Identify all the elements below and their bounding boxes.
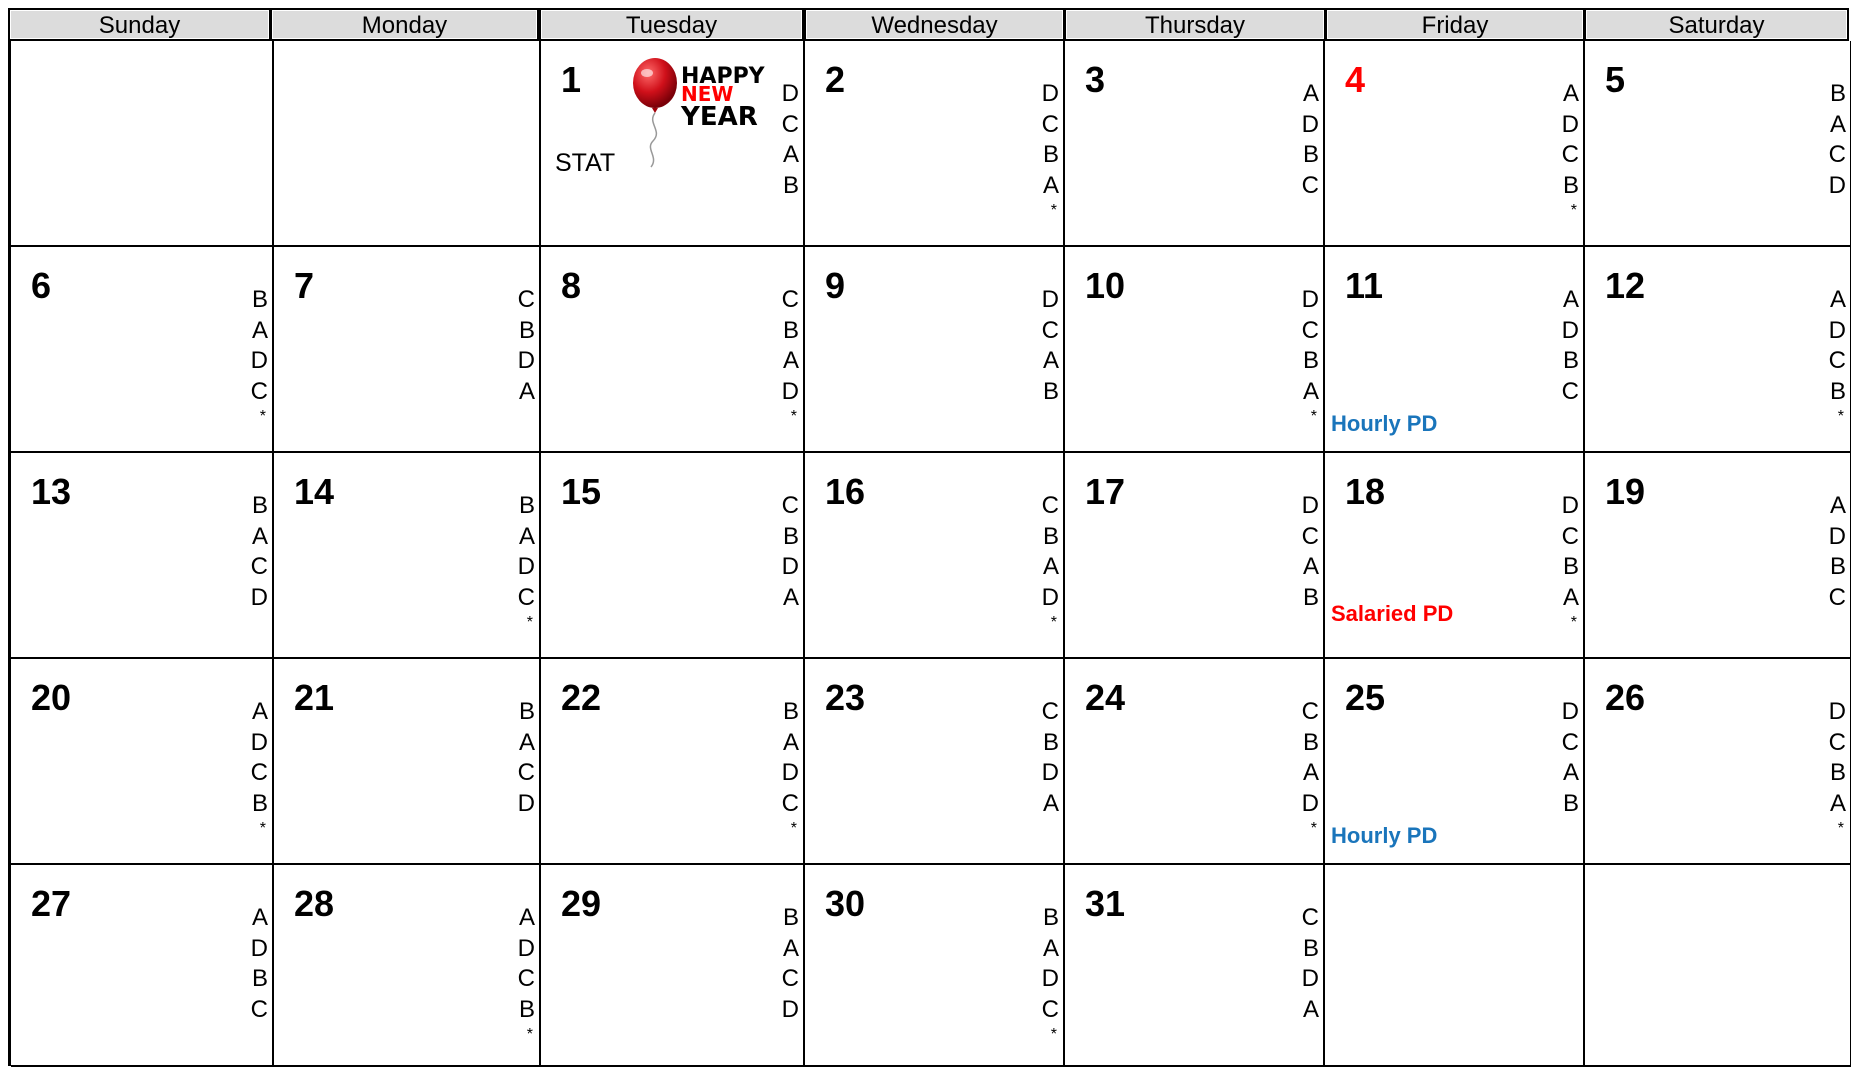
shift-code: C [250,759,268,786]
shift-code: C [250,377,268,405]
shift-rotation-codes [777,285,799,407]
day-number: 11 [1345,265,1384,306]
stat-holiday-label: STAT [555,149,616,177]
shift-code: D [781,80,799,107]
asterisk-marker-icon: * [1310,408,1317,425]
day-cell-15[interactable] [541,453,805,659]
shift-code: A [1302,553,1319,580]
shift-code: B [1302,141,1319,168]
day-cell-4[interactable] [1325,41,1585,247]
shift-code: A [1829,110,1846,138]
asterisk-marker-icon: * [526,1026,533,1043]
day-number: 2 [825,59,846,100]
shift-code: C [1561,728,1579,756]
shift-code: A [518,728,535,756]
asterisk-marker-icon: * [259,408,266,425]
day-cell-31[interactable] [1065,865,1325,1067]
shift-code: A [1562,80,1579,107]
shift-rotation-codes [513,491,535,613]
shift-code: B [518,492,535,519]
balloon-text: HAPPY [681,64,765,89]
shift-code: D [517,347,535,374]
shift-code: D [1828,522,1846,550]
hourly-pd-note: Hourly PD [1331,411,1438,436]
weekday-header-thursday: Thursday [1064,8,1326,41]
shift-rotation-codes [246,903,268,1025]
shift-code: A [1829,286,1846,313]
shift-rotation-codes [1824,697,1846,819]
day-number: 1 [561,59,582,100]
shift-code: C [1041,698,1059,725]
shift-code: C [781,286,799,313]
day-number: 29 [561,883,602,924]
shift-code: A [1302,995,1319,1023]
shift-code: A [782,347,799,374]
weekday-header-sunday: Sunday [8,8,271,41]
day-number: 26 [1605,677,1646,718]
day-number: 3 [1085,59,1106,100]
shift-code: A [1042,553,1059,580]
shift-code: D [250,583,268,611]
shift-rotation-codes [1037,491,1059,613]
day-cell-28[interactable] [274,865,541,1067]
shift-rotation-codes [1297,79,1319,201]
shift-code: A [1042,789,1059,817]
day-cell-2[interactable] [805,41,1065,247]
shift-code: A [518,904,535,931]
day-cell-27[interactable] [11,865,274,1067]
shift-code: C [781,965,799,992]
day-cell-empty [11,41,274,247]
shift-code: D [1301,492,1319,519]
day-cell-22[interactable] [541,659,805,865]
day-number: 19 [1605,471,1646,512]
shift-rotation-codes [1297,697,1319,819]
day-cell-26[interactable] [1585,659,1851,865]
day-cell-empty [1585,865,1851,1067]
shift-code: B [782,698,799,725]
shift-code: A [1562,583,1579,611]
shift-code: D [1301,789,1319,817]
shift-code: C [1041,492,1059,519]
shift-rotation-codes [1557,491,1579,613]
shift-code: D [1828,698,1846,725]
day-number: 22 [561,677,602,718]
shift-code: C [1301,698,1319,725]
weekday-header-tuesday: Tuesday [539,8,804,41]
shift-rotation-codes [1824,491,1846,613]
shift-code: C [517,286,535,313]
day-cell-24[interactable] [1065,659,1325,865]
shift-code: A [1302,377,1319,405]
day-number: 13 [31,471,72,512]
shift-code: C [1301,904,1319,931]
day-cell-12[interactable] [1585,247,1851,453]
shift-rotation-codes [1557,697,1579,819]
day-number: 8 [561,265,582,306]
asterisk-marker-icon: * [1837,820,1844,837]
asterisk-marker-icon: * [526,614,533,631]
shift-code: D [517,789,535,817]
shift-code: B [1042,728,1059,756]
shift-rotation-codes [1297,491,1319,613]
shift-rotation-codes [513,903,535,1025]
shift-code: B [251,492,268,519]
calendar-grid [8,41,1849,1066]
balloon-text: NEW [681,82,734,106]
shift-code: C [1301,316,1319,344]
shift-rotation-codes [1557,79,1579,201]
shift-code: D [250,347,268,374]
shift-rotation-codes [246,697,268,819]
shift-code: C [1301,171,1319,199]
shift-code: D [781,553,799,580]
day-number: 15 [561,471,602,512]
shift-code: C [781,110,799,138]
shift-code: B [518,698,535,725]
weekday-header-wednesday: Wednesday [804,8,1065,41]
shift-code: D [1041,759,1059,786]
shift-code: B [782,904,799,931]
shift-code: D [781,759,799,786]
asterisk-marker-icon: * [1050,202,1057,219]
asterisk-marker-icon: * [1050,1026,1057,1043]
day-number: 21 [294,677,335,718]
shift-code: A [1042,171,1059,199]
shift-code: D [1041,583,1059,611]
shift-code: B [1829,377,1846,405]
day-cell-18[interactable] [1325,453,1585,659]
weekday-header-saturday: Saturday [1584,8,1849,41]
shift-code: C [1828,141,1846,168]
shift-code: C [1828,583,1846,611]
shift-code: B [1042,522,1059,550]
shift-code: D [1561,110,1579,138]
shift-code: B [1042,904,1059,931]
shift-code: C [1041,995,1059,1023]
shift-code: B [1302,347,1319,374]
weekday-header-monday: Monday [270,8,539,41]
day-number: 4 [1345,59,1366,100]
shift-code: C [517,759,535,786]
shift-rotation-codes [1557,285,1579,407]
day-cell-9[interactable] [805,247,1065,453]
shift-code: C [250,995,268,1023]
shift-code: C [1828,728,1846,756]
shift-code: A [251,316,268,344]
day-cell-25[interactable] [1325,659,1585,865]
weekday-header-friday: Friday [1325,8,1585,41]
day-number: 16 [825,471,866,512]
shift-code: D [250,728,268,756]
salaried-pd-note: Salaried PD [1331,601,1454,626]
day-number: 24 [1085,677,1126,718]
shift-code: D [1301,965,1319,992]
day-cell-14[interactable] [274,453,541,659]
day-number: 23 [825,677,866,718]
shift-rotation-codes [1037,903,1059,1025]
day-number: 30 [825,883,866,924]
shift-rotation-codes [777,79,799,201]
day-cell-5[interactable] [1585,41,1851,247]
shift-rotation-codes [777,697,799,819]
shift-code: C [1041,110,1059,138]
asterisk-marker-icon: * [790,408,797,425]
day-cell-7[interactable] [274,247,541,453]
shift-code: A [1829,492,1846,519]
shift-code: C [1041,316,1059,344]
shift-code: C [517,965,535,992]
shift-code: D [517,934,535,962]
asterisk-marker-icon: * [1837,408,1844,425]
shift-rotation-codes [513,697,535,819]
shift-code: A [782,728,799,756]
shift-code: C [781,492,799,519]
shift-rotation-codes [1297,903,1319,1025]
shift-rotation-codes [246,285,268,407]
day-number: 20 [31,677,72,718]
asterisk-marker-icon: * [1570,202,1577,219]
shift-code: B [1042,377,1059,405]
shift-code: A [1302,759,1319,786]
shift-code: B [1829,553,1846,580]
day-number: 27 [31,883,72,924]
asterisk-marker-icon: * [1050,614,1057,631]
day-number: 6 [31,265,52,306]
shift-code: A [1042,347,1059,374]
shift-rotation-codes [777,491,799,613]
shift-rotation-codes [1037,79,1059,201]
shift-code: B [1562,347,1579,374]
shift-code: A [518,522,535,550]
shift-code: B [1302,728,1319,756]
day-cell-29[interactable] [541,865,805,1067]
day-number: 31 [1085,883,1126,924]
shift-code: A [1042,934,1059,962]
day-cell-20[interactable] [11,659,274,865]
shift-rotation-codes [777,903,799,1025]
asterisk-marker-icon: * [790,820,797,837]
shift-code: D [1301,110,1319,138]
day-number: 10 [1085,265,1126,306]
day-number: 17 [1085,471,1126,512]
day-number: 7 [294,265,315,306]
shift-code: D [250,934,268,962]
shift-code: B [251,965,268,992]
shift-code: B [1562,789,1579,817]
asterisk-marker-icon: * [1310,820,1317,837]
day-cell-16[interactable] [805,453,1065,659]
happy-new-year-balloon-image [629,55,779,175]
day-cell-10[interactable] [1065,247,1325,453]
shift-code: B [1829,80,1846,107]
day-cell-11[interactable] [1325,247,1585,453]
shift-code: B [1562,553,1579,580]
day-cell-8[interactable] [541,247,805,453]
shift-rotation-codes [1824,285,1846,407]
shift-code: B [1302,583,1319,611]
shift-code: B [782,171,799,199]
day-number: 18 [1345,471,1386,512]
shift-code: D [1561,492,1579,519]
shift-code: C [1828,347,1846,374]
shift-code: A [251,904,268,931]
shift-code: B [251,789,268,817]
shift-code: A [782,141,799,168]
day-cell-6[interactable] [11,247,274,453]
day-cell-1[interactable] [541,41,805,247]
shift-code: A [518,377,535,405]
shift-code: D [781,995,799,1023]
shift-code: B [1302,934,1319,962]
shift-code: D [1301,286,1319,313]
shift-code: A [1302,80,1319,107]
shift-code: A [251,522,268,550]
shift-code: A [1562,286,1579,313]
asterisk-marker-icon: * [1570,614,1577,631]
shift-code: D [781,377,799,405]
shift-code: C [1561,522,1579,550]
balloon-text: YEAR [681,102,758,132]
shift-code: A [782,934,799,962]
day-number: 25 [1345,677,1386,718]
shift-code: B [251,286,268,313]
shift-rotation-codes [1037,285,1059,407]
shift-rotation-codes [246,491,268,613]
shift-code: C [250,553,268,580]
day-cell-3[interactable] [1065,41,1325,247]
shift-code: C [1561,141,1579,168]
day-cell-17[interactable] [1065,453,1325,659]
shift-code: D [1041,286,1059,313]
day-cell-30[interactable] [805,865,1065,1067]
shift-code: B [1829,759,1846,786]
shift-code: D [1828,316,1846,344]
day-cell-empty [1325,865,1585,1067]
day-number: 5 [1605,59,1626,100]
day-number: 12 [1605,265,1646,306]
shift-rotation-codes [1824,79,1846,201]
day-number: 28 [294,883,335,924]
shift-code: C [1301,522,1319,550]
shift-code: A [782,583,799,611]
shift-code: B [518,316,535,344]
shift-code: A [1829,789,1846,817]
shift-code: B [1042,141,1059,168]
day-cell-19[interactable] [1585,453,1851,659]
day-number: 14 [294,471,335,512]
balloon-icon [633,58,677,108]
hourly-pd-note: Hourly PD [1331,823,1438,848]
shift-code: B [782,522,799,550]
shift-code: D [1828,171,1846,199]
shift-rotation-codes [1037,697,1059,819]
shift-code: B [1562,171,1579,199]
shift-rotation-codes [1297,285,1319,407]
shift-code: B [518,995,535,1023]
shift-code: D [1561,698,1579,725]
shift-code: A [251,698,268,725]
day-number: 9 [825,265,846,306]
shift-rotation-codes [513,285,535,407]
shift-code: D [1041,80,1059,107]
shift-code: A [1562,759,1579,786]
shift-code: D [517,553,535,580]
day-cell-21[interactable] [274,659,541,865]
day-cell-empty [274,41,541,247]
shift-code: C [1561,377,1579,405]
shift-code: C [517,583,535,611]
asterisk-marker-icon: * [259,820,266,837]
day-cell-23[interactable] [805,659,1065,865]
shift-code: D [1041,965,1059,992]
shift-code: D [1561,316,1579,344]
day-cell-13[interactable] [11,453,274,659]
shift-code: C [781,789,799,817]
shift-code: B [782,316,799,344]
